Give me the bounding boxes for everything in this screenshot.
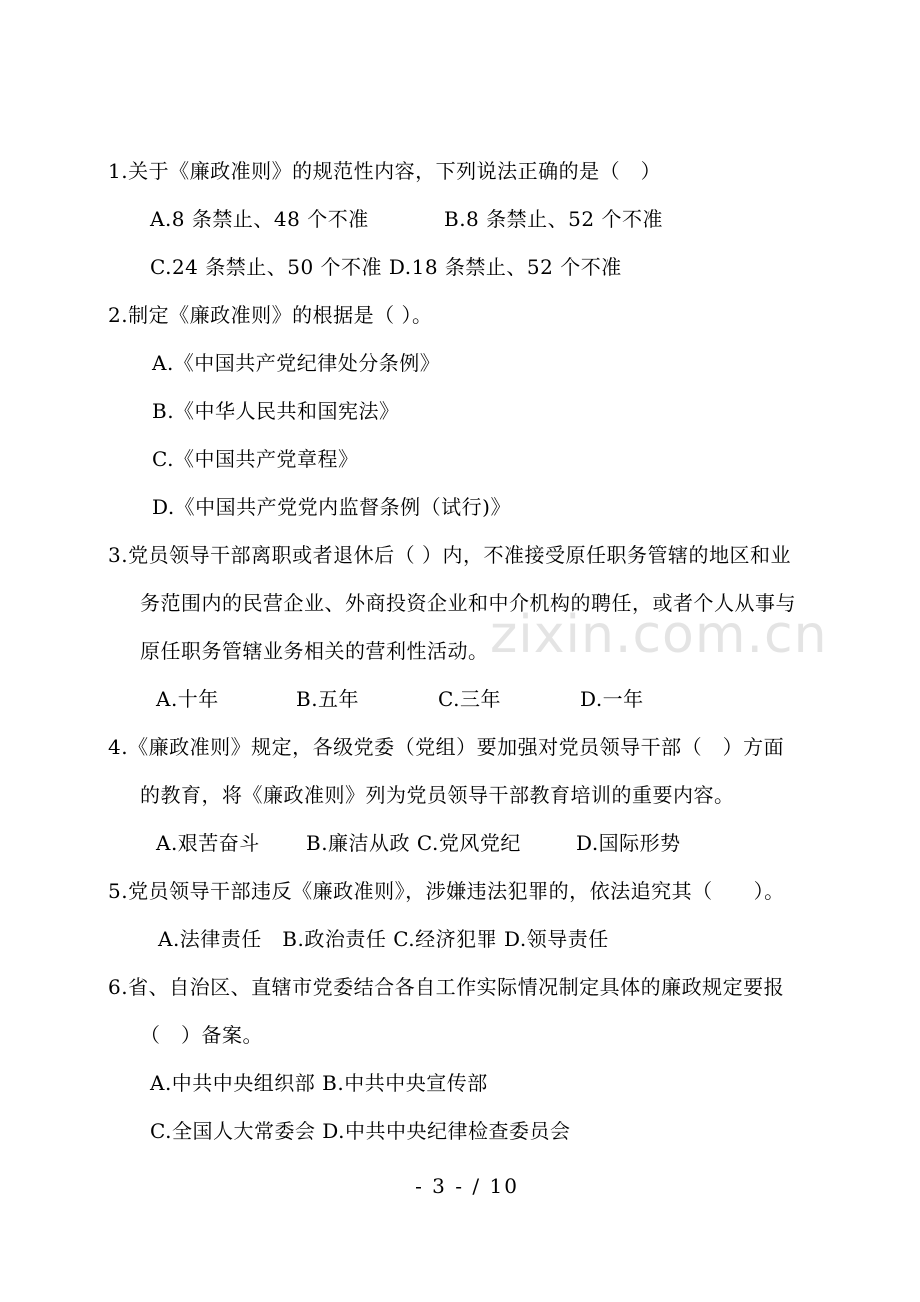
q3-option-a: A.十年 [156,687,219,711]
q6-stem-line1: 6.省、自治区、直辖市党委结合各自工作实际情况制定具体的廉政规定要报 [108,975,785,999]
q3-stem-line1: 3.党员领导干部离职或者退休后（ ）内，不准接受原任职务管辖的地区和业 [108,543,791,567]
q2-stem: 2.制定《廉政准则》的根据是（ ）。 [108,303,433,327]
q3-option-b: B.五年 [296,687,360,711]
q3-option-c: C.三年 [438,687,501,711]
q3-option-d: D.一年 [580,687,644,711]
q6-options-ab: A.中共中央组织部 B.中共中央宣传部 [150,1071,488,1095]
q2-option-a: A.《中国共产党纪律处分条例》 [152,351,441,375]
q4-stem-line2: 的教育，将《廉政准则》列为党员领导干部教育培训的重要内容。 [140,783,735,807]
q6-options-cd: C.全国人大常委会 D.中共中央纪律检查委员会 [150,1119,571,1143]
q4-option-bc: B.廉洁从政 C.党风党纪 [306,831,521,855]
q2-option-d: D.《中国共产党党内监督条例（试行)》 [152,495,511,519]
q5-options: A.法律责任 B.政治责任 C.经济犯罪 D.领导责任 [158,927,609,951]
q4-stem-line1: 4.《廉政准则》规定，各级党委（党组）要加强对党员领导干部（ ）方面 [108,735,785,759]
q4-option-d: D.国际形势 [576,831,681,855]
q2-option-c: C.《中国共产党章程》 [152,447,359,471]
watermark-text: zixin.com.cn [490,605,828,665]
q6-stem-line2: （ ）备案。 [140,1023,263,1047]
q1-options-cd: C.24 条禁止、50 个不准 D.18 条禁止、52 个不准 [150,255,622,279]
q2-option-b: B.《中华人民共和国宪法》 [152,399,400,423]
q1-option-b: B.8 条禁止、52 个不准 [444,207,663,231]
page-number: - 3 - / 10 [415,1174,519,1198]
q4-option-a: A.艰苦奋斗 [156,831,260,855]
q3-stem-line2: 务范围内的民营企业、外商投资企业和中介机构的聘任，或者个人从事与 [140,591,796,615]
q5-stem: 5.党员领导干部违反《廉政准则》，涉嫌违法犯罪的，依法追究其（ ）。 [108,879,785,903]
q1-stem: 1.关于《廉政准则》的规范性内容，下列说法正确的是（ ） [108,159,662,183]
q3-stem-line3: 原任职务管辖业务相关的营利性活动。 [140,639,489,663]
q1-option-a: A.8 条禁止、48 个不准 [150,207,369,231]
